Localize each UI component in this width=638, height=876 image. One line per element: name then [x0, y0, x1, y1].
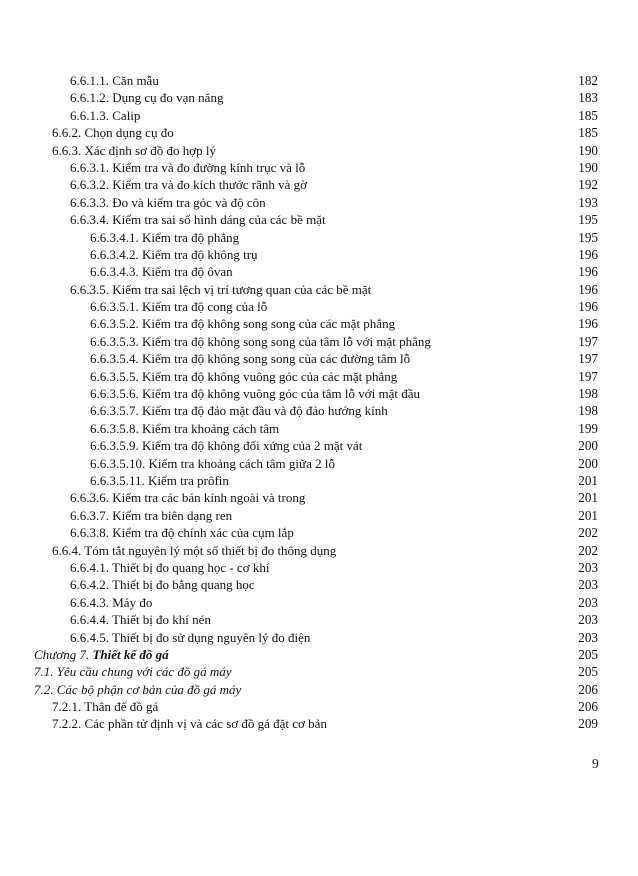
toc-entry-page: 190	[578, 159, 598, 175]
toc-entry-page: 198	[578, 386, 598, 402]
toc-entry	[0, 629, 638, 646]
toc-entry-page: 203	[578, 594, 598, 610]
toc-entry-page: 203	[578, 559, 598, 575]
toc-entry-title: 6.6.3.5.4. Kiểm tra độ không song song của các đường tâm lỗ	[90, 351, 411, 367]
toc-entry-title: 6.6.3.7. Kiểm tra biên dạng ren	[70, 507, 233, 523]
toc-entry-title: 6.6.3.5. Kiểm tra sai lệch vị trí tương quan của các bề mặt	[70, 281, 372, 297]
toc-entry	[0, 246, 638, 263]
toc-entry	[0, 524, 638, 541]
toc-entry-page: 203	[578, 629, 598, 645]
toc-entry-title: 7.2.1. Thân đế đồ gá	[52, 699, 159, 715]
toc-entry-title: 6.6.3.5.7. Kiểm tra độ đảo mặt đầu và độ đảo hướng kính	[90, 403, 388, 419]
toc-entry-title: 6.6.4.2. Thiết bị đo bằng quang học	[70, 577, 255, 593]
toc-entry	[0, 229, 638, 246]
toc-entry	[0, 455, 638, 472]
toc-entry	[0, 350, 638, 367]
toc-entry	[0, 559, 638, 576]
toc-entry-title: 6.6.3.5.10. Kiểm tra khoảng cách tâm giữa 2 lỗ	[90, 455, 335, 471]
toc-entry-page: 195	[578, 229, 598, 245]
toc-entry-page: 193	[578, 194, 598, 210]
toc-entry-page: 197	[578, 351, 598, 367]
toc-entry-title: 6.6.3.4.1. Kiểm tra độ phẳng	[90, 229, 240, 245]
toc-entry-page: 195	[578, 212, 598, 228]
toc-entry-title: 6.6.3.5.9. Kiểm tra độ không đối xứng của 2 mặt vát	[90, 438, 363, 454]
toc-entry-title: 6.6.3. Xác định sơ đồ đo hợp lý	[52, 142, 216, 158]
toc-entry-title: 6.6.3.5.2. Kiểm tra độ không song song của các mặt phẳng	[90, 316, 396, 332]
toc-entry	[0, 315, 638, 332]
toc-entry	[0, 594, 638, 611]
toc-entry-title: 6.6.4. Tóm tắt nguyên lý một số thiết bị đo thông dụng	[52, 542, 337, 558]
toc-entry-page: 183	[578, 90, 598, 106]
toc-entry-page: 196	[578, 246, 598, 262]
toc-entry-page: 196	[578, 264, 598, 280]
toc-entry-page: 182	[578, 73, 598, 88]
toc-entry-title: 6.6.3.1. Kiểm tra và đo đường kính trục và lỗ	[70, 159, 306, 175]
toc-entry-title: 6.6.3.5.1. Kiểm tra độ cong của lỗ	[90, 299, 268, 315]
toc-entry	[0, 698, 638, 715]
toc-entry-title: 6.6.3.8. Kiểm tra độ chính xác của cụm lắp	[70, 525, 294, 541]
toc-entry	[0, 368, 638, 385]
toc-entry-page: 196	[578, 316, 598, 332]
toc-entry-title: 7.1. Yêu cầu chung với các đồ gá máy	[34, 664, 232, 680]
page-number: 9	[592, 756, 599, 771]
toc-entry-page: 202	[578, 525, 598, 541]
chapter-title: Thiết kế đồ gá	[92, 646, 169, 662]
toc-entry-page: 197	[578, 368, 598, 384]
toc-entry-title: 6.6.3.5.8. Kiểm tra khoảng cách tâm	[90, 420, 280, 436]
toc-entry	[0, 420, 638, 437]
toc-entry-page: 202	[578, 542, 598, 558]
toc-entry-page: 196	[578, 281, 598, 297]
toc-entry	[0, 298, 638, 315]
toc-entry	[0, 646, 638, 663]
toc-entry	[0, 176, 638, 193]
toc-entry-page: 185	[578, 125, 598, 141]
toc-entry-page: 201	[578, 472, 598, 488]
toc-entry-title: 6.6.3.5.5. Kiểm tra độ không vuông góc của các mặt phẳng	[90, 368, 398, 384]
toc-entry-title: 6.6.3.5.3. Kiểm tra độ không song song của tâm lỗ với mặt phẳng	[90, 333, 431, 349]
toc-entry-title: 6.6.3.6. Kiểm tra các bán kính ngoài và trong	[70, 490, 306, 506]
toc-entry-page: 197	[578, 333, 598, 349]
toc-entry-title: 6.6.4.5. Thiết bị đo sử dụng nguyên lý đo điện	[70, 629, 311, 645]
toc-entry-title: 6.6.1.2. Dụng cụ đo vạn năng	[70, 90, 224, 106]
toc-entry-page: 196	[578, 299, 598, 315]
toc-entry	[0, 402, 638, 419]
toc-entry	[0, 489, 638, 506]
toc-entry-page: 200	[578, 438, 598, 454]
toc-entry-title: 6.6.4.4. Thiết bị đo khí nén	[70, 612, 211, 628]
toc-entry-title: 6.6.2. Chọn dụng cụ đo	[52, 125, 174, 141]
toc-entry	[0, 507, 638, 524]
toc-entry	[0, 194, 638, 211]
toc-entry	[0, 681, 638, 698]
toc-entry-page: 206	[578, 681, 598, 697]
toc-entry-page: 190	[578, 142, 598, 158]
toc-entry-page: 209	[578, 716, 598, 732]
chapter-label: Chương 7.	[34, 646, 93, 662]
toc-entry-page: 198	[578, 403, 598, 419]
toc-entry-page: 201	[578, 490, 598, 506]
toc-entry	[0, 472, 638, 489]
toc-entry-page: 203	[578, 577, 598, 593]
toc-entry-title: 6.6.3.4.3. Kiểm tra độ ôvan	[90, 264, 233, 280]
toc-entry	[0, 437, 638, 454]
toc-entry-page: 199	[578, 420, 598, 436]
toc-entry-page: 201	[578, 507, 598, 523]
toc-entry-title: 6.6.4.3. Máy đo	[70, 594, 153, 610]
toc-entry-title: 6.6.4.1. Thiết bị đo quang học - cơ khí	[70, 559, 270, 575]
toc-entry	[0, 385, 638, 402]
toc-entry	[0, 663, 638, 680]
toc-entry	[0, 281, 638, 298]
toc-entry	[0, 333, 638, 350]
toc-entry	[0, 72, 638, 89]
toc-entry	[0, 142, 638, 159]
toc-entry-title: 7.2. Các bộ phận cơ bản của đồ gá máy	[34, 681, 242, 697]
toc-entry-page: 205	[578, 664, 598, 680]
toc-entry	[0, 715, 638, 732]
toc-entry	[0, 263, 638, 280]
toc-entry	[0, 211, 638, 228]
toc-entry-title: 6.6.1.1. Căn mẫu	[70, 73, 159, 88]
toc-entry-title: 6.6.3.5.11. Kiểm tra prôfin	[90, 472, 229, 488]
toc-entry	[0, 124, 638, 141]
toc-entry-page: 205	[578, 646, 598, 662]
toc-entry	[0, 159, 638, 176]
toc-entry-title: 6.6.3.4.2. Kiểm tra độ không trụ	[90, 246, 258, 262]
toc-entry	[0, 107, 638, 124]
toc-entry	[0, 611, 638, 628]
toc-entry	[0, 89, 638, 106]
toc-entry-page: 200	[578, 455, 598, 471]
toc-entry-page: 192	[578, 177, 598, 193]
table-of-contents	[0, 72, 638, 733]
toc-entry-page: 185	[578, 107, 598, 123]
toc-entry-title: 6.6.3.5.6. Kiểm tra độ không vuông góc của tâm lỗ với mặt đầu	[90, 386, 421, 402]
toc-entry	[0, 542, 638, 559]
toc-entry-title: 6.6.3.4. Kiểm tra sai số hình dáng của các bề mặt	[70, 212, 326, 228]
toc-entry-title: 6.6.3.3. Đo và kiểm tra góc và độ côn	[70, 194, 266, 210]
toc-entry-title: 6.6.1.3. Calip	[70, 107, 141, 123]
toc-entry-page: 203	[578, 612, 598, 628]
toc-entry-title	[34, 646, 169, 663]
toc-entry-page: 206	[578, 699, 598, 715]
toc-entry-title: 7.2.2. Các phần tử định vị và các sơ đồ gá đặt cơ bản	[52, 716, 327, 732]
toc-entry	[0, 576, 638, 593]
toc-entry-title: 6.6.3.2. Kiểm tra và đo kích thước rãnh và gờ	[70, 177, 308, 193]
